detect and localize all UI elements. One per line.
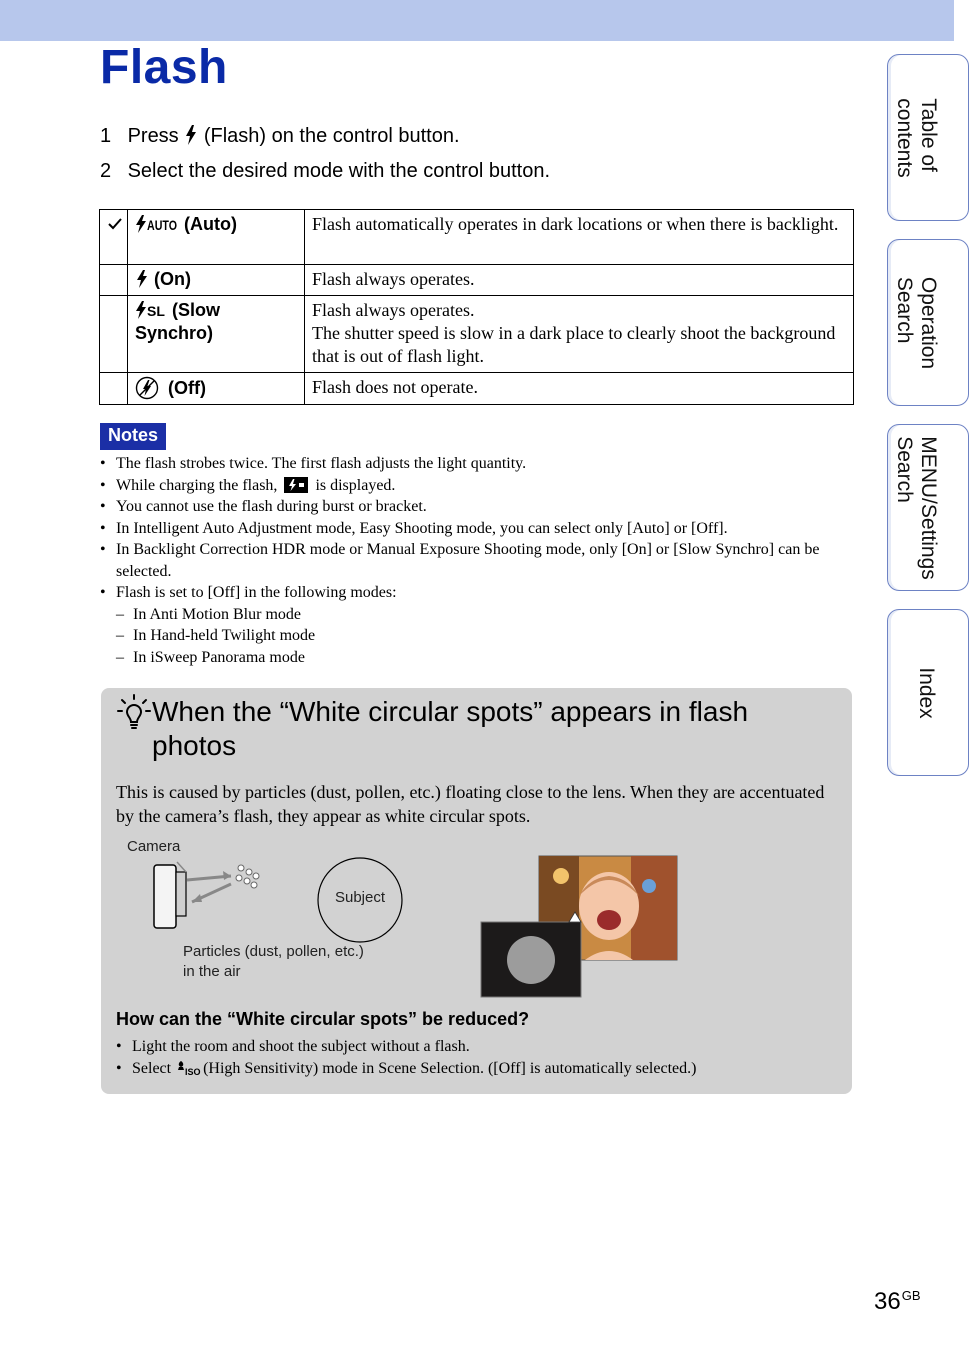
tab-table-of-contents[interactable] [887, 54, 969, 221]
step-1 [100, 125, 460, 148]
list-item: • Select ISO (High Sensitivity) mode in Scene Selection. ([Off] is automatically selected.) [116, 1058, 836, 1080]
flash-auto-icon [135, 215, 179, 233]
table-row [100, 296, 854, 373]
top-banner [0, 0, 954, 41]
hint-box [101, 688, 852, 1094]
mode-cell [128, 373, 305, 405]
mode-label: (Auto) [184, 214, 237, 234]
sample-photo [481, 856, 678, 998]
notes-list [100, 453, 850, 668]
mode-description [305, 296, 854, 373]
flash-icon [184, 125, 198, 145]
mode-description-line: Flash always operates. [312, 300, 475, 320]
mode-label: (On) [154, 269, 191, 289]
checkmark-icon [108, 218, 122, 230]
tab-label: Index [915, 666, 938, 719]
mode-description-line: The shutter speed is slow in a dark place to clearly shoot the background that is out of flash light. [312, 323, 836, 366]
list-item: • In Backlight Correction HDR mode or Manual Exposure Shooting mode, only [On] or [Slow Synchro] can be selected. [100, 539, 850, 582]
page-number: $36^{GB}$ [874, 1288, 921, 1315]
svg-text:SL: SL [147, 303, 165, 319]
notes-sublist [116, 604, 850, 669]
mode-cell [128, 210, 305, 265]
step-text: (Flash) on the control button. [203, 125, 460, 147]
particles-label: Particles (dust, pollen, etc.) in the air [183, 943, 364, 980]
tab-index[interactable] [887, 609, 969, 776]
list-item: • Light the room and shoot the subject without a flash. [116, 1036, 836, 1058]
how-list [116, 1036, 836, 1080]
list-item: – In Hand-held Twilight mode [116, 625, 850, 647]
table-row [100, 265, 854, 296]
camera-label: Camera [127, 838, 181, 855]
list-item: • You cannot use the flash during burst or bracket. [100, 496, 850, 518]
mode-description: Flash automatically operates in dark locations or when there is backlight. [305, 210, 854, 265]
list-item: • In Intelligent Auto Adjustment mode, Easy Shooting mode, you can select only [Auto] or [Off]. [100, 518, 850, 540]
list-item: – In Anti Motion Blur mode [116, 604, 850, 626]
tab-operation-search[interactable] [887, 239, 969, 406]
step-2 [100, 160, 550, 183]
table-row [100, 373, 854, 405]
tab-label: MENU/Settings Search [893, 435, 940, 580]
tab-menu-settings-search[interactable] [887, 424, 969, 591]
table-row [100, 210, 854, 265]
flash-mode-table [99, 209, 854, 405]
step-text: Select the desired mode with the control button. [127, 160, 551, 182]
lightbulb-icon [117, 694, 151, 732]
step-number: 1 [100, 125, 112, 147]
hint-title: When the “White circular spots” appears in flash photos [152, 696, 749, 761]
tab-label: Table of contents [893, 97, 940, 178]
flash-on-icon [135, 270, 149, 288]
default-cell [100, 210, 128, 265]
list-item: • The flash strobes twice. The first flash adjusts the light quantity. [100, 453, 850, 475]
mode-label: (Off) [168, 378, 206, 398]
flash-off-icon [135, 376, 159, 400]
mode-cell [128, 296, 305, 373]
notes-tag: Notes [100, 423, 166, 450]
mode-cell [128, 265, 305, 296]
hint-body: This is caused by particles (dust, pollen, etc.) floating close to the lens. When they are accentuated by the camera’s flash, they appear as white circular spots. [116, 782, 825, 826]
mode-description: Flash always operates. [305, 265, 854, 296]
svg-text:AUTO: AUTO [147, 217, 178, 233]
step-number: 2 [100, 160, 112, 182]
list-item: • Flash is set to [Off] in the following modes: – In Anti Motion Blur mode – In Hand-held Twilight mode – In iSweep Panorama mode [100, 582, 850, 668]
subject-label: Subject [334, 889, 386, 906]
svg-text:ISO: ISO [185, 1067, 201, 1077]
flash-slow-sync-icon [135, 301, 167, 319]
list-item: • While charging the flash, is displayed. [100, 475, 850, 497]
list-item: – In iSweep Panorama mode [116, 647, 850, 669]
camera-diagram [147, 858, 267, 933]
mode-description: Flash does not operate. [305, 373, 854, 405]
how-title: How can the “White circular spots” be reduced? [116, 1009, 530, 1029]
high-sensitivity-icon [177, 1060, 201, 1077]
mode-label: (Slow Synchro) [135, 300, 221, 343]
page-title: Flash [100, 41, 228, 94]
flash-charging-icon [284, 477, 308, 493]
tab-label: Operation Search [893, 276, 940, 369]
step-text: Press [127, 125, 179, 147]
